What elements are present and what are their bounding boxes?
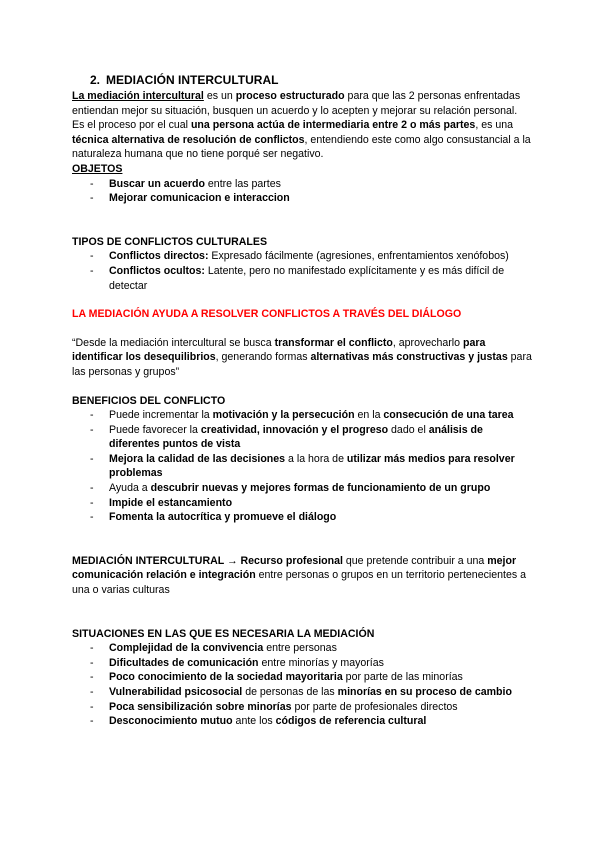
text-run: en la bbox=[354, 409, 384, 422]
tipos-list bbox=[72, 249, 534, 293]
text-run: motivación y la persecución bbox=[212, 409, 355, 422]
text-run: Mejora la calidad de las decisiones bbox=[109, 452, 286, 465]
text-run: ante los bbox=[232, 715, 276, 728]
text-run: Desconocimiento mutuo bbox=[109, 715, 233, 728]
text-run: minorías en su proceso de cambio bbox=[337, 686, 512, 698]
text-run: Puede incrementar la bbox=[109, 409, 213, 422]
text-run: a la hora de bbox=[285, 452, 347, 465]
text-run: Buscar un acuerdo bbox=[109, 177, 205, 190]
definition-paragraph bbox=[72, 89, 534, 118]
text-run: que pretende contribuir a una bbox=[342, 554, 488, 567]
text-run: dado el bbox=[388, 423, 429, 436]
tipos-item bbox=[72, 249, 534, 264]
text-run: entre personas bbox=[263, 642, 337, 655]
text-run: , es una bbox=[475, 119, 514, 132]
situaciones-item bbox=[72, 670, 534, 685]
section-heading bbox=[90, 73, 534, 88]
text-run: es un bbox=[203, 90, 236, 102]
tipos-heading: TIPOS DE CONFLICTOS CULTURALES bbox=[72, 235, 268, 248]
text-run: para que las 2 personas enfrentadas entiendan mejor su situación, busquen un acuerdo y lo acepten y mejorar su relación personal. bbox=[72, 90, 521, 117]
text-run: Conflictos ocultos: bbox=[109, 264, 205, 277]
text-run: Poca sensibilización sobre minorías bbox=[109, 700, 292, 713]
text-run: Ayuda a bbox=[109, 482, 151, 495]
text-run: una persona actúa de intermediaria entre 2 o más partes bbox=[190, 119, 476, 132]
text-run: transformar el conflicto bbox=[274, 336, 393, 349]
text-run: , generando formas bbox=[215, 351, 311, 364]
recurso-paragraph bbox=[72, 554, 534, 598]
beneficios-item bbox=[72, 423, 534, 452]
text-run: La mediación intercultural bbox=[72, 90, 204, 102]
text-run: análisis de diferentes puntos de vista bbox=[109, 423, 483, 451]
text-run: Mejorar comunicacion e interaccion bbox=[109, 192, 290, 205]
text-run: utilizar más medios para resolver problemas bbox=[109, 452, 515, 480]
objetos-heading: OBJETOS bbox=[72, 162, 123, 175]
situaciones-item bbox=[72, 685, 534, 700]
text-run: Vulnerabilidad psicosocial bbox=[109, 686, 243, 698]
text-run: por parte de profesionales directos bbox=[291, 700, 458, 713]
text-run: Latente, pero no manifestado explícitamente y es más difícil de detectar bbox=[109, 264, 505, 292]
situaciones-list bbox=[72, 641, 534, 729]
text-run: entre personas o grupos en un territorio pertenecientes a una o varias culturas bbox=[72, 569, 526, 597]
text-run: códigos de referencia cultural bbox=[275, 715, 427, 728]
section-number: 2. bbox=[90, 73, 101, 87]
text-run: de personas de las bbox=[242, 686, 338, 698]
text-run: Complejidad de la convivencia bbox=[109, 642, 264, 655]
beneficios-item bbox=[72, 408, 534, 423]
beneficios-list bbox=[72, 408, 534, 525]
text-run: consecución de una tarea bbox=[383, 409, 514, 422]
objetos-item bbox=[72, 177, 534, 192]
beneficios-item bbox=[72, 452, 534, 481]
text-run: “Desde la mediación intercultural se busca bbox=[72, 336, 275, 349]
beneficios-item bbox=[72, 510, 534, 525]
text-run: Fomenta la autocrítica y promueve el diálogo bbox=[109, 511, 337, 524]
beneficios-item bbox=[72, 481, 534, 496]
text-run: Puede favorecer la bbox=[109, 423, 201, 436]
highlight-heading: LA MEDIACIÓN AYUDA A RESOLVER CONFLICTOS A TRAVÉS DEL DIÁLOGO bbox=[72, 308, 462, 321]
text-run: para las personas y grupos” bbox=[72, 351, 532, 378]
beneficios-item bbox=[72, 496, 534, 511]
text-run: Poco conocimiento de la sociedad mayoritaria bbox=[109, 671, 343, 684]
text-run: entre minorías y mayorías bbox=[258, 656, 384, 669]
text-run: Expresado fácilmente (agresiones, enfrentamientos xenófobos) bbox=[208, 250, 509, 263]
text-run: mejor comunicación relación e integración bbox=[72, 554, 517, 582]
situaciones-heading: SITUACIONES EN LAS QUE ES NECESARIA LA MEDIACIÓN bbox=[72, 627, 375, 640]
quote-paragraph bbox=[72, 336, 534, 380]
text-run: , entendiendo este como algo consustancial a la naturaleza humana que no tiene porqué ser negativo. bbox=[72, 133, 531, 161]
objetos-item bbox=[72, 191, 534, 206]
text-run: Conflictos directos: bbox=[109, 250, 209, 263]
text-run: proceso estructurado bbox=[235, 90, 345, 102]
text-run: MEDIACIÓN INTERCULTURAL → Recurso profesional bbox=[72, 554, 343, 567]
text-run: entre las partes bbox=[204, 177, 281, 190]
section-title: MEDIACIÓN INTERCULTURAL bbox=[106, 73, 279, 87]
text-run: creatividad, innovación y el progreso bbox=[200, 423, 389, 436]
document-content bbox=[72, 73, 534, 729]
text-run: Es el proceso por el cual bbox=[72, 119, 191, 132]
tipos-item bbox=[72, 264, 534, 293]
text-run: alternativas más constructivas y justas bbox=[310, 351, 508, 364]
text-run: para identificar los desequilibrios bbox=[72, 336, 486, 364]
text-run: , aprovecharlo bbox=[392, 336, 463, 349]
situaciones-item bbox=[72, 656, 534, 671]
text-run: Dificultades de comunicación bbox=[109, 656, 259, 669]
situaciones-item bbox=[72, 641, 534, 656]
text-run: técnica alternativa de resolución de conflictos bbox=[72, 133, 305, 146]
situaciones-item bbox=[72, 714, 534, 729]
text-run: descubrir nuevas y mejores formas de funcionamiento de un grupo bbox=[150, 482, 491, 495]
situaciones-item bbox=[72, 700, 534, 715]
text-run: Impide el estancamiento bbox=[109, 496, 233, 509]
process-paragraph bbox=[72, 118, 534, 162]
beneficios-heading: BENEFICIOS DEL CONFLICTO bbox=[72, 394, 226, 407]
objetos-list bbox=[72, 177, 534, 206]
text-run: por parte de las minorías bbox=[342, 671, 463, 684]
